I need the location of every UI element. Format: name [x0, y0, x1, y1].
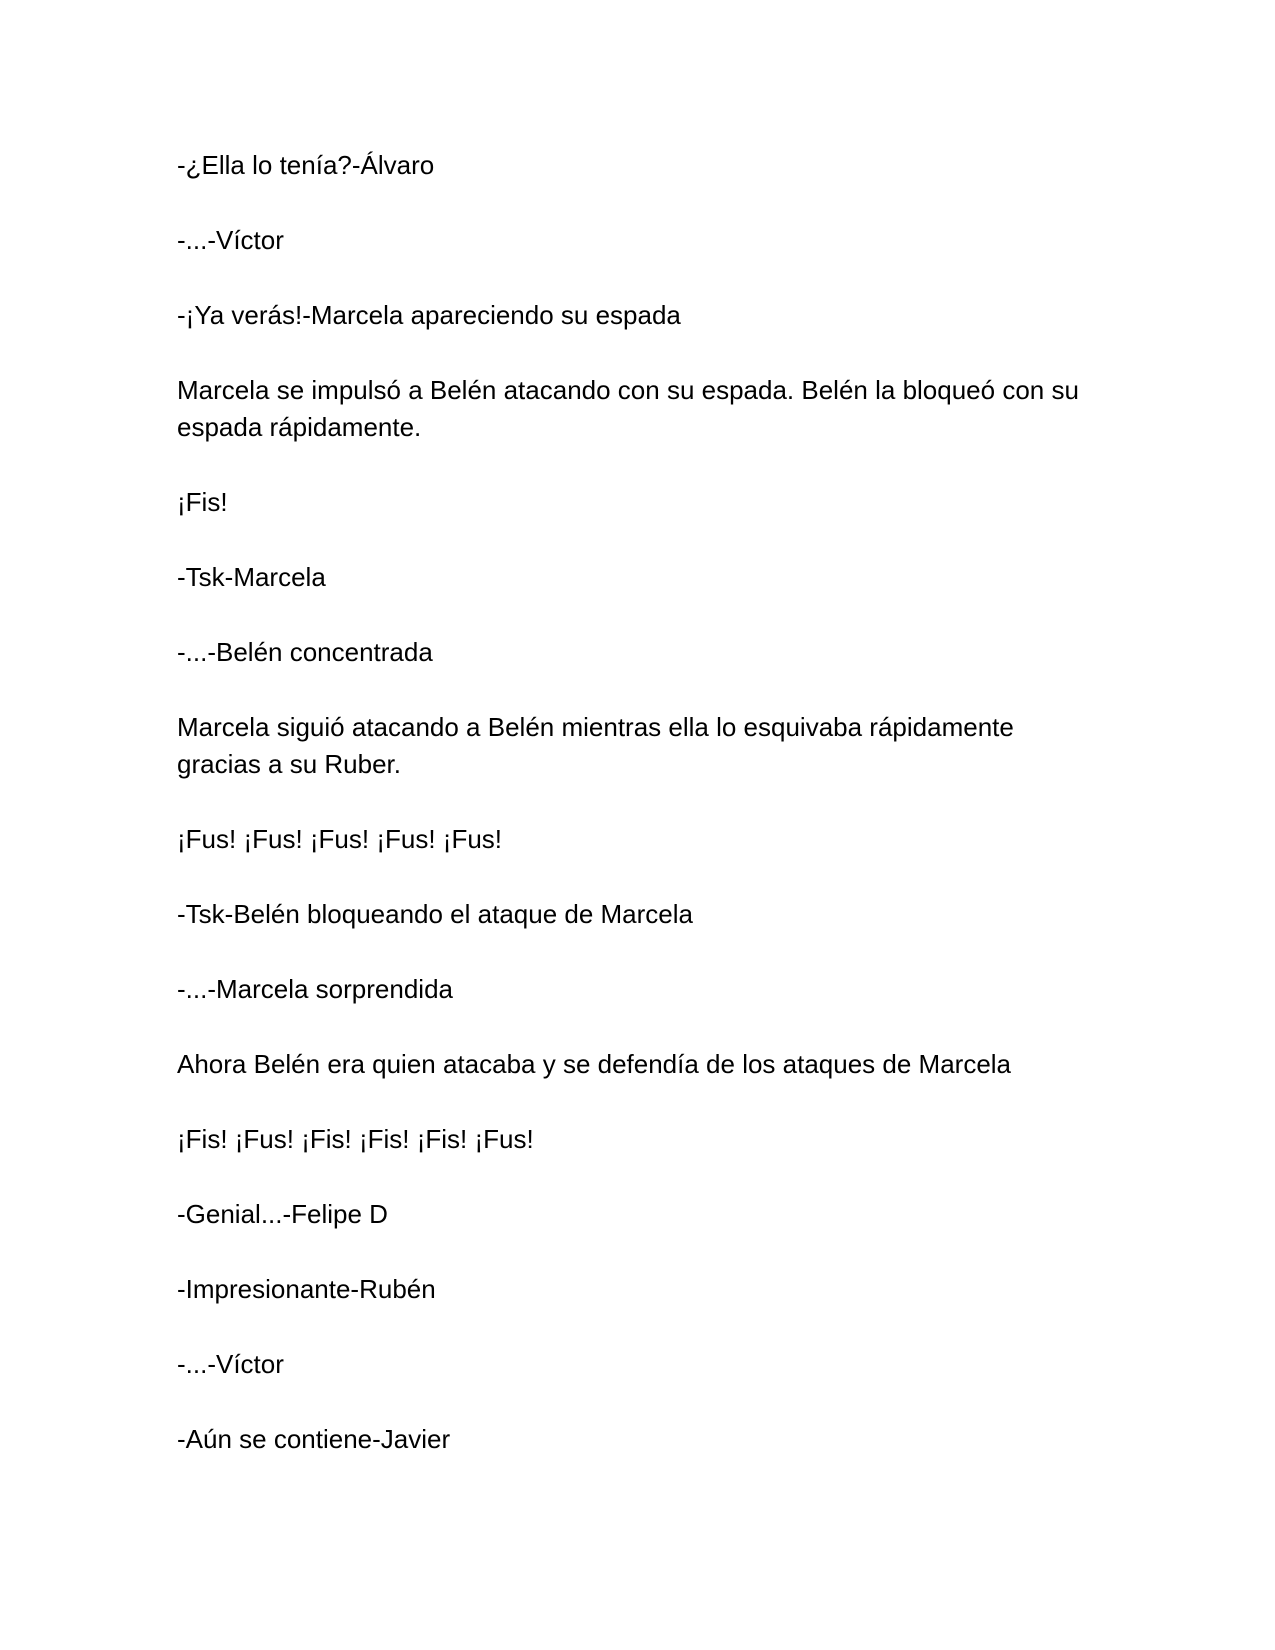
document-body [177, 147, 1097, 1496]
narration-paragraph: Marcela siguió atacando a Belén mientras ella lo esquivaba rápidamente gracias a su Ruber. [177, 712, 1022, 779]
dialogue-line: -Aún se contiene-Javier [177, 1424, 451, 1454]
dialogue-line: -¡Ya verás!-Marcela apareciendo su espada [177, 300, 681, 330]
dialogue-line: -¿Ella lo tenía?-Álvaro [177, 150, 435, 180]
dialogue-line: -Impresionante-Rubén [177, 1274, 436, 1304]
dialogue-line: -...-Víctor [177, 1349, 284, 1379]
dialogue-line: -...-Belén concentrada [177, 637, 433, 667]
sound-effect: ¡Fus! ¡Fus! ¡Fus! ¡Fus! ¡Fus! [177, 824, 503, 854]
dialogue-line: -...-Víctor [177, 225, 284, 255]
dialogue-line: -...-Marcela sorprendida [177, 974, 453, 1004]
narration-paragraph: Ahora Belén era quien atacaba y se defendía de los ataques de Marcela [177, 1049, 1012, 1079]
dialogue-line: -Tsk-Marcela [177, 562, 326, 592]
sound-effect: ¡Fis! [177, 487, 228, 517]
dialogue-line: -Tsk-Belén bloqueando el ataque de Marcela [177, 899, 694, 929]
dialogue-line: -Genial...-Felipe D [177, 1199, 388, 1229]
sound-effect: ¡Fis! ¡Fus! ¡Fis! ¡Fis! ¡Fis! ¡Fus! [177, 1124, 534, 1154]
narration-paragraph: Marcela se impulsó a Belén atacando con su espada. Belén la bloqueó con su espada rápidamente. [177, 375, 1087, 442]
